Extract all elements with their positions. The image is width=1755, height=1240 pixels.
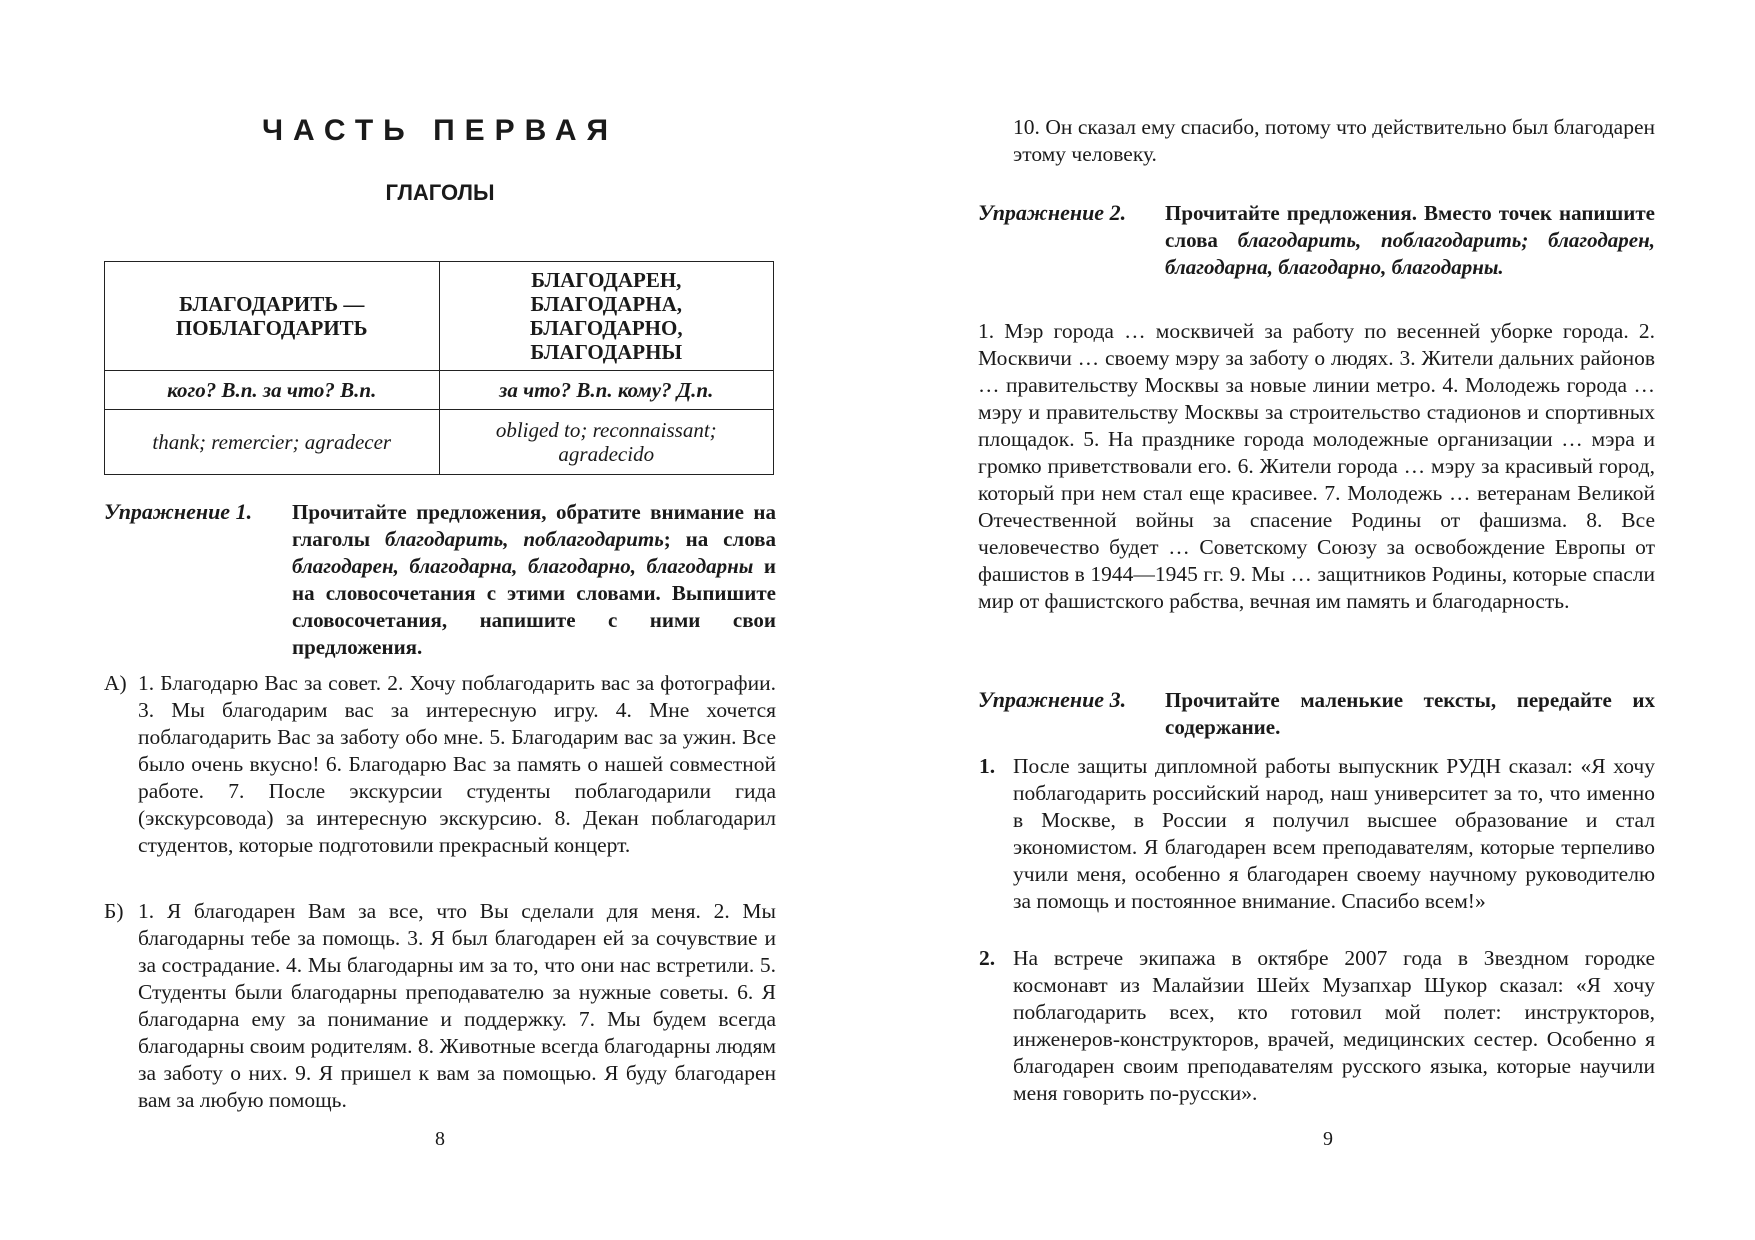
verb-table-translation-col2-line2: agradecido [558, 442, 655, 466]
verb-table-head-col2-line4: БЛАГОДАРНЫ [530, 340, 683, 364]
right-page [878, 0, 1755, 1240]
verb-table-case-col1: кого? В.п. за что? В.п. [105, 371, 440, 410]
exercise-3-item-1 [979, 753, 1655, 915]
part-b-text: 1. Я благодарен Вам за все, что Вы сделали для меня. 2. Мы благодарны тебе за помощь. 3. Я был благодарен ей за сочувствие и за сострадание. 4. Мы благодарны им за то, что они нас встретили. 5. Студенты были благодарны преподавателю за нужные советы. 6. Я благодарна ему за понимание и поддержку. 7. Мы будем всегда благодарны своим родителям. 8. Животные всегда благодарны людям за заботу о них. 9. Я пришел к вам за помощью. Я буду благодарен вам за любую помощь. [138, 899, 776, 1112]
exercise-3-label: Упражнение 3. [978, 687, 1127, 712]
section-title: ГЛАГОЛЫ [385, 180, 495, 205]
exercise-1-instr-italic-1: благодарить, поблагодарить [385, 527, 664, 551]
exercise-2-instr-text-1: Прочитайте предложения. Вместо точек напишите слова [1165, 201, 1655, 252]
verb-table-header-row [105, 262, 774, 371]
continued-item: 10. Он сказал ему спасибо, потому что действительно был благодарен этому человеку. [1013, 115, 1655, 166]
page-number-right: 9 [1323, 1128, 1333, 1150]
verb-table-translation-col2-line1: obliged to; reconnaissant; [495, 418, 717, 442]
exercise-2-instructions [1165, 200, 1655, 281]
exercise-3-item-1-marker: 1. [979, 754, 996, 778]
exercise-3-instructions: Прочитайте маленькие тексты, передайте их содержание. [1165, 688, 1655, 739]
left-page [0, 0, 877, 1240]
verb-table-head-col1 [105, 262, 440, 371]
exercise-3-item-2-marker: 2. [979, 946, 996, 970]
verb-table-case-row [105, 371, 774, 410]
part-a-marker: А) [104, 671, 127, 695]
exercise-1-instr-text-2: ; на слова [663, 527, 777, 551]
verb-table-head-col1-line1: БЛАГОДАРИТЬ — [179, 292, 365, 316]
part-b-marker: Б) [104, 899, 124, 923]
page-number-left: 8 [435, 1128, 445, 1150]
exercise-3-item-2-text: На встрече экипажа в октябре 2007 года в Звездном городке космонавт из Малайзии Шейх Музапхар Шукор сказал: «Я хочу поблагодарить всех, кто готовил мой полет: инструкторов, инженеров-конструкторов, врачей, медицинских сестер. Особенно я благодарен своим преподавателям русского языка, которые научили меня говорить по-русски». [1013, 946, 1655, 1105]
part-title: ЧАСТЬ ПЕРВАЯ [261, 114, 619, 147]
verb-table-translation-row [105, 410, 774, 475]
exercise-3-item-2 [979, 945, 1655, 1107]
verb-table-translation-col2 [439, 410, 774, 475]
part-a [104, 670, 776, 859]
verb-table-case-col2: за что? В.п. кому? Д.п. [439, 371, 774, 410]
exercise-2-text: 1. Мэр города … москвичей за работу по весенней уборке города. 2. Москвичи … своему мэру за заботу о людях. 3. Жители дальних районов … правительству Москвы за новые линии метро. 4. Молодежь города … мэру и правительству Москвы за строительство стадионов и спортивных площадок. 5. На празднике города молодежные организации … мэра и громко приветствовали его. 6. Жители города … мэру за красивый город, который при нем стал еще красивее. 7. Молодежь … ветеранам Великой Отечественной войны за спасение Родины от фашизма. 8. Все человечество будет … Советскому Союзу за освобождение Европы от фашистов в 1944—1945 гг. 9. Мы … защитников Родины, которые спасли мир от фашистского рабства, вечная им память и благодарность. [978, 319, 1655, 613]
verb-table-translation-col1: thank; remercier; agradecer [105, 410, 440, 475]
verb-table-head-col2-line3: БЛАГОДАРНО, [529, 316, 683, 340]
exercise-2-label: Упражнение 2. [978, 200, 1127, 225]
verb-table-head-col2-line1: БЛАГОДАРЕН, [531, 268, 682, 292]
verb-table-head-col2-line2: БЛАГОДАРНА, [530, 292, 682, 316]
exercise-2-instr-italic-1: благодарить, поблагодарить; благодарен, благодарна, благодарно, благодарны. [1165, 228, 1655, 279]
part-b [104, 898, 776, 1114]
verb-table [104, 261, 774, 475]
verb-table-head-col2 [439, 262, 774, 371]
part-a-text: 1. Благодарю Вас за совет. 2. Хочу поблагодарить вас за фотографии. 3. Мы благодарим вас за интересную игру. 4. Мне хочется поблагодарить Вас за заботу обо мне. 5. Благодарим вас за ужин. Все было очень вкусно! 6. Благодарю Вас за память о нашей совместной работе. 7. После экскурсии студенты поблагодарили гида (экскурсовода) за интересную экскурсию. 8. Декан поблагодарил студентов, которые подготовили прекрасный концерт. [138, 671, 776, 857]
exercise-1-instr-italic-2: благодарен, благодарна, благодарно, благодарны [292, 554, 754, 578]
exercise-1-instructions [292, 499, 776, 661]
exercise-1-instr-text-1: Прочитайте предложения, обратите внимание на глаголы [292, 500, 776, 551]
verb-table-head-col1-line2: ПОБЛАГОДАРИТЬ [175, 316, 368, 340]
exercise-3-item-1-text: После защиты дипломной работы выпускник РУДН сказал: «Я хочу поблагодарить российский народ, наш университет за то, что именно в Москве, в России я получил высшее образование и стал экономистом. Я благодарен всем преподавателям, которые терпеливо учили меня, особенно я благодарен своему научному руководителю за помощь и постоянное внимание. Спасибо всем!» [1013, 754, 1655, 913]
exercise-1-label: Упражнение 1. [104, 499, 253, 524]
exercise-1-instr-text-3: и на словосочетания с этими словами. Выпишите словосочетания, напишите с ними свои предложения. [292, 554, 776, 659]
